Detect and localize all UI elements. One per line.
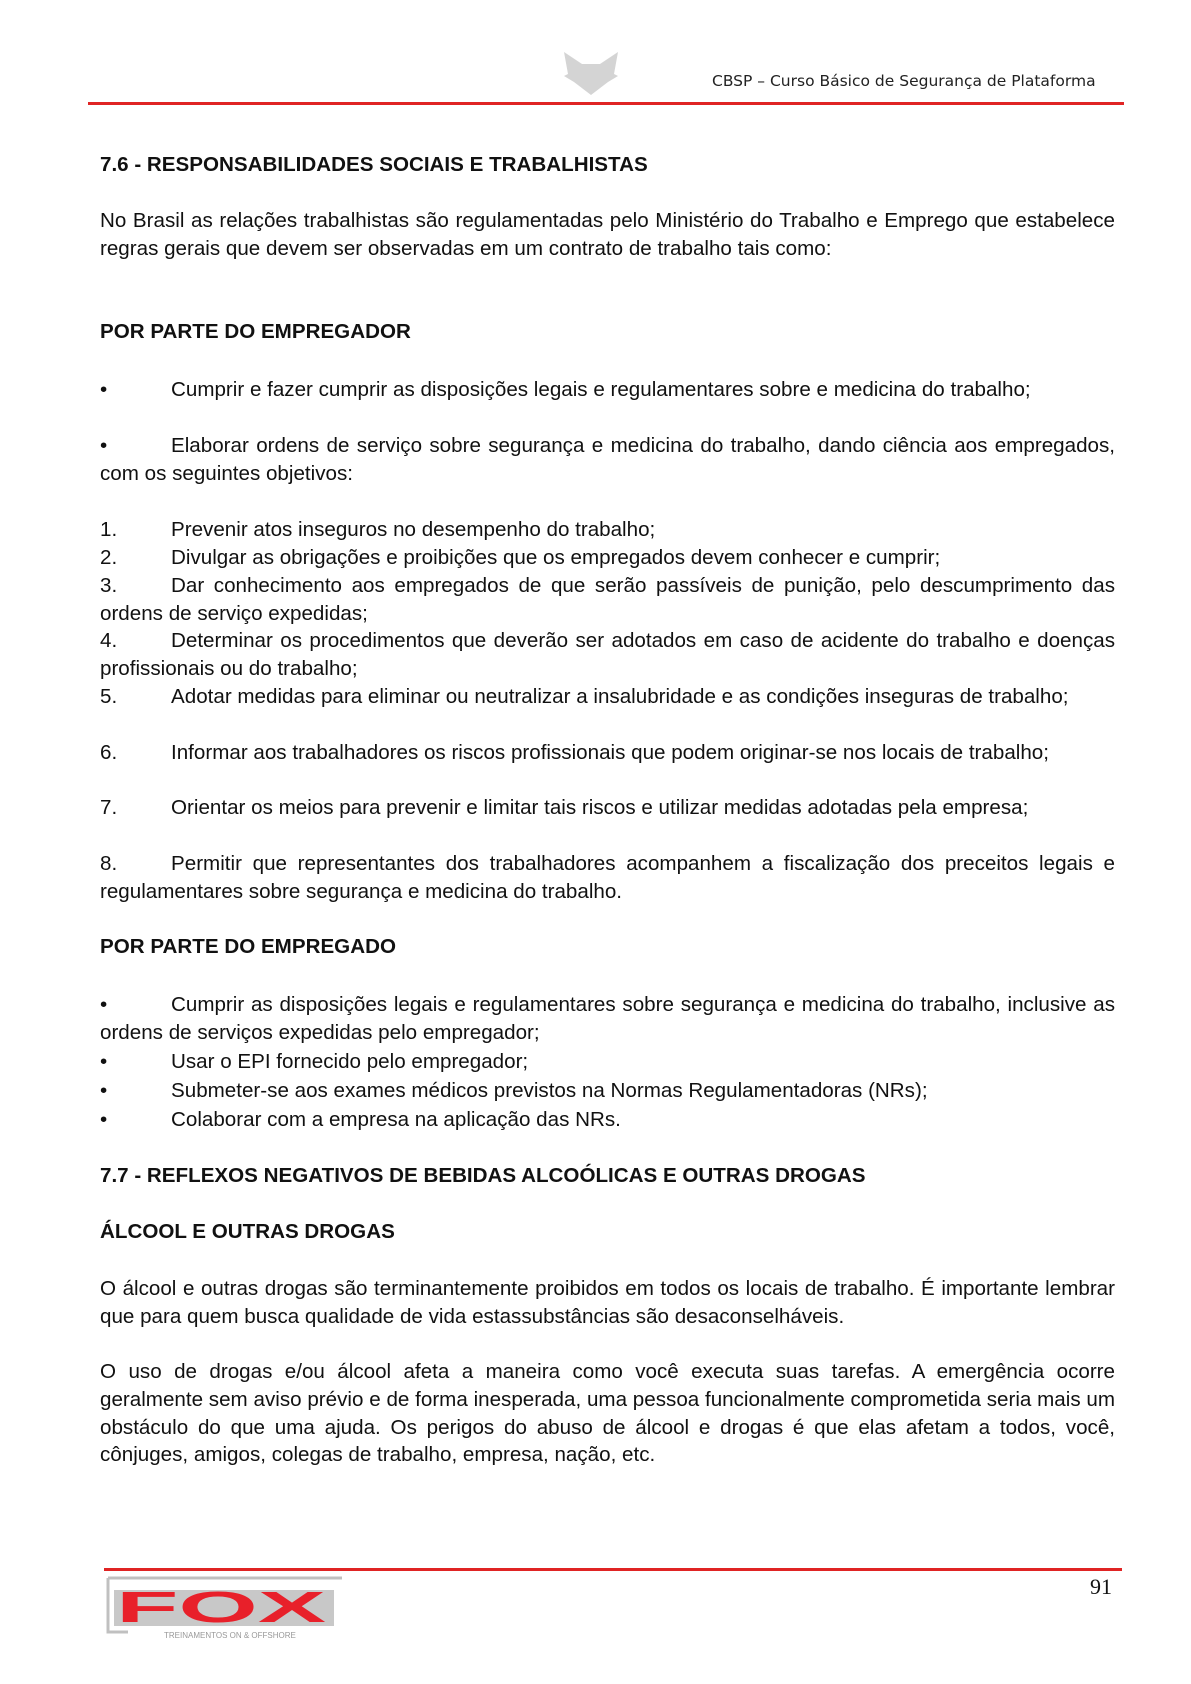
svg-text:FOX: FOX <box>116 1583 326 1632</box>
bullet-icon: • <box>100 993 108 1016</box>
bullet-icon: • <box>100 1108 108 1131</box>
bullet-icon: • <box>100 378 108 401</box>
section-7-7-title: 7.7 - REFLEXOS NEGATIVOS DE BEBIDAS ALCOÓLICAS E OUTRAS DROGAS <box>100 1164 866 1187</box>
fox-head-icon <box>560 50 622 96</box>
objective-item: 4. Determinar os procedimentos que deverão ser adotados em caso de acidente do trabalho e doenças profissionais ou do trabalho; <box>100 629 1115 680</box>
employer-heading: POR PARTE DO EMPREGADOR <box>100 320 411 343</box>
intro-paragraph: No Brasil as relações trabalhistas são regulamentadas pelo Ministério do Trabalho e Emprego que estabelece regras gerais que devem ser observadas em um contrato de trabalho tais como: <box>100 209 1115 260</box>
fox-logo <box>106 1576 342 1640</box>
alcohol-paragraph-2: O uso de drogas e/ou álcool afeta a maneira como você executa suas tarefas. A emergência ocorre geralmente sem aviso prévio e de forma inesperada, uma pessoa funcionalmente comprometida seria mais um obstáculo do que uma ajuda. Os perigos do abuso de álcool e drogas é que elas afetam a todos, você, cônjuges, amigos, colegas de trabalho, empresa, nação, etc. <box>100 1360 1115 1467</box>
page-number: 91 <box>1090 1574 1112 1599</box>
employer-bullet: • Cumprir e fazer cumprir as disposições legais e regulamentares sobre e medicina do trabalho; <box>100 376 1115 404</box>
bullet-icon: • <box>100 1079 108 1102</box>
header-title: CBSP – Curso Básico de Segurança de Plataforma <box>712 72 1096 90</box>
employee-bullet: • Cumprir as disposições legais e regulamentares sobre segurança e medicina do trabalho, inclusive as ordens de serviços expedidas pelo empregador; <box>100 993 1115 1044</box>
employee-heading: POR PARTE DO EMPREGADO <box>100 935 396 958</box>
objective-item: 2. Divulgar as obrigações e proibições que os empregados devem conhecer e cumprir; <box>100 546 941 569</box>
section-7-6-title: 7.6 - RESPONSABILIDADES SOCIAIS E TRABALHISTAS <box>100 153 648 176</box>
employer-bullet: • Elaborar ordens de serviço sobre segurança e medicina do trabalho, dando ciência aos empregados, com os seguintes objetivos: <box>100 434 1115 485</box>
bullet-icon: • <box>100 434 108 457</box>
objective-item: 7. Orientar os meios para prevenir e limitar tais riscos e utilizar medidas adotadas pela empresa; <box>100 796 1029 819</box>
objective-item: 5. Adotar medidas para eliminar ou neutralizar a insalubridade e as condições inseguras de trabalho; <box>100 685 1069 708</box>
employee-bullet: • Usar o EPI fornecido pelo empregador; <box>100 1048 1115 1076</box>
bullet-icon: • <box>100 1050 108 1073</box>
objective-item: 1. Prevenir atos inseguros no desempenho do trabalho; <box>100 518 656 541</box>
employee-bullet: • Submeter-se aos exames médicos previstos na Normas Regulamentadoras (NRs); <box>100 1077 1115 1105</box>
employee-bullet: • Colaborar com a empresa na aplicação das NRs. <box>100 1106 1115 1134</box>
svg-text:TREINAMENTOS ON & OFFSHORE: TREINAMENTOS ON & OFFSHORE <box>164 1631 296 1640</box>
alcohol-paragraph-1: O álcool e outras drogas são terminantemente proibidos em todos os locais de trabalho. É importante lembrar que para quem busca qualidade de vida estassubstâncias são desaconselháveis. <box>100 1277 1115 1328</box>
alcohol-heading: ÁLCOOL E OUTRAS DROGAS <box>100 1220 395 1243</box>
objective-item: 3. Dar conhecimento aos empregados de que serão passíveis de punição, pelo descumprimento das ordens de serviço expedidas; <box>100 574 1115 625</box>
footer-divider <box>104 1568 1122 1571</box>
objective-item: 8. Permitir que representantes dos trabalhadores acompanhem a fiscalização dos preceitos legais e regulamentares sobre segurança e medicina do trabalho. <box>100 852 1115 903</box>
objective-item: 6. Informar aos trabalhadores os riscos profissionais que podem originar-se nos locais de trabalho; <box>100 741 1049 764</box>
header-divider <box>88 102 1124 105</box>
